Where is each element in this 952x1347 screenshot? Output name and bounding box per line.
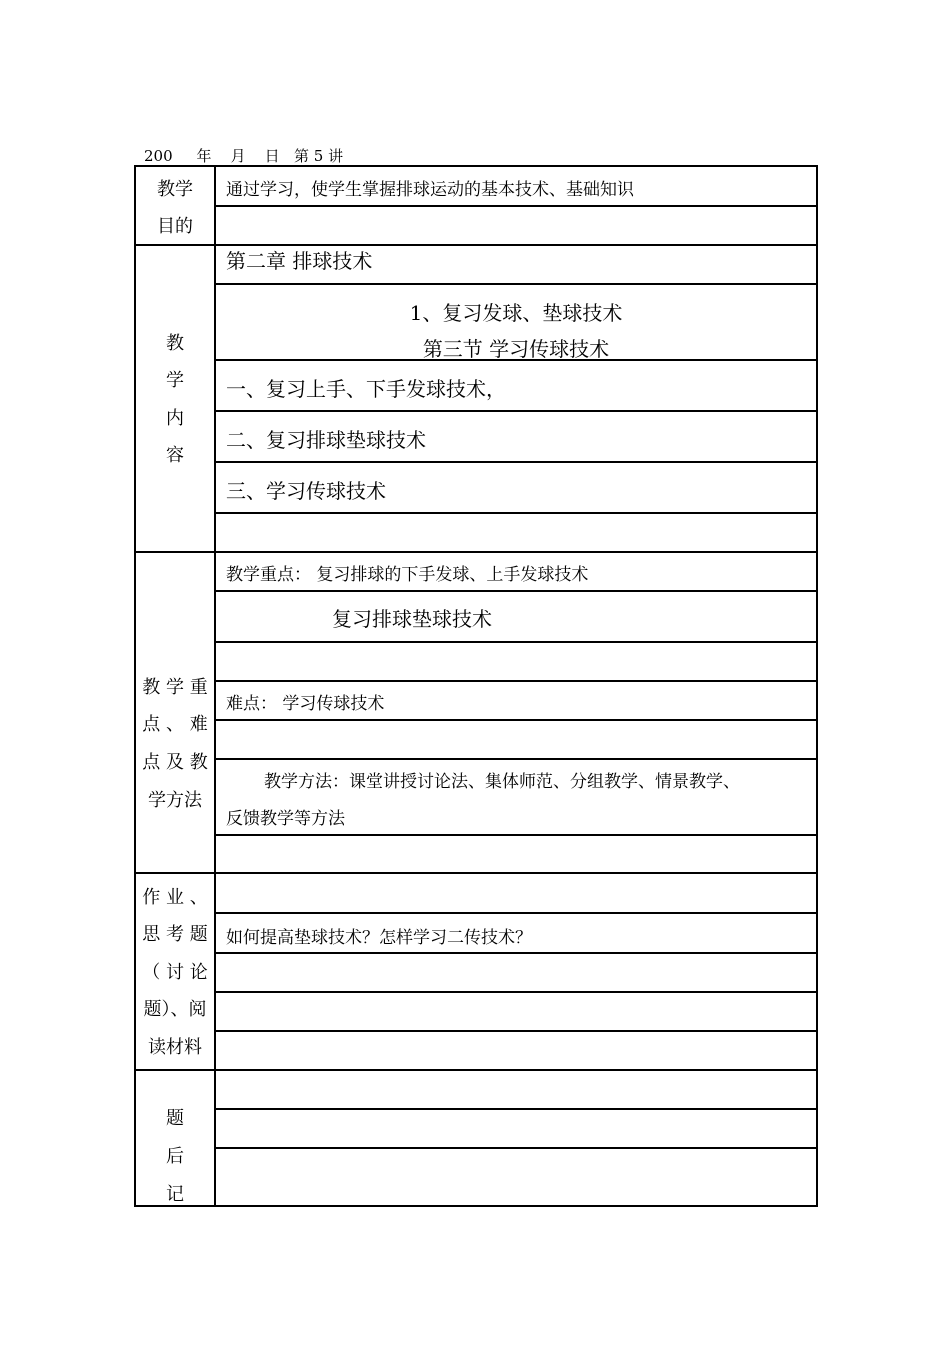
homework-label-line-1: 作 业 、: [142, 887, 208, 908]
row-divider: [216, 205, 816, 207]
content-label-line-2: 学: [166, 370, 184, 391]
row-divider: [216, 719, 816, 721]
focus-label-line-1: 教 学 重: [142, 677, 208, 698]
teaching-method-line-2: 反馈教学等方法: [226, 809, 345, 829]
row-divider: [216, 1030, 816, 1032]
row-divider: [216, 410, 816, 412]
focus-label-line-4: 学方法: [148, 790, 202, 811]
homework-label-line-4: 题）、阅: [143, 999, 207, 1020]
teaching-method-line-1: 教学方法：课堂讲授讨论法、集体师范、分组教学、情景教学、: [264, 772, 740, 792]
row-divider: [216, 834, 816, 836]
key-points-text: 教学重点： 复习排球的下手发球、上手发球技术: [226, 565, 589, 585]
day-unit: 日: [264, 147, 280, 165]
afterword-label-line-1: 题: [166, 1108, 184, 1129]
focus-label-line-3: 点 及 教: [142, 752, 208, 773]
section-divider: [136, 872, 816, 874]
row-divider: [216, 758, 816, 760]
purpose-label-line-1: 教学: [157, 179, 193, 200]
purpose-text: 通过学习，使学生掌握排球运动的基本技术、基础知识: [226, 180, 634, 200]
row-divider: [216, 680, 816, 682]
section-title: 第三节 学习传球技术: [422, 337, 610, 361]
row-divider: [216, 512, 816, 514]
label-column: [136, 167, 216, 1205]
homework-label-line-5: 读材料: [148, 1037, 202, 1058]
content-label-line-1: 教: [166, 333, 184, 354]
lecture-number: 第 5 讲: [294, 147, 344, 165]
year-unit: 年: [196, 147, 212, 165]
row-divider: [216, 952, 816, 954]
year-value: 200: [144, 147, 173, 165]
content-item-2: 二、复习排球垫球技术: [226, 428, 426, 452]
afterword-label-line-2: 后: [166, 1146, 184, 1167]
row-divider: [216, 461, 816, 463]
purpose-label-line-2: 目的: [157, 216, 193, 237]
focus-label-line-2: 点 、 难: [142, 714, 208, 735]
section-divider: [136, 1069, 816, 1071]
content-label-line-4: 容: [166, 445, 184, 466]
row-divider: [216, 1108, 816, 1110]
row-divider: [216, 590, 816, 592]
row-divider: [216, 641, 816, 643]
row-divider: [216, 912, 816, 914]
homework-label-line-3: （ 讨 论: [142, 962, 208, 983]
key-points-text-2: 复习排球垫球技术: [332, 607, 492, 631]
lesson-plan-table: [134, 165, 818, 1207]
review-title: 1、复习发球、垫球技术: [409, 301, 623, 325]
section-divider: [136, 551, 816, 553]
content-item-1: 一、复习上手、下手发球技术，: [226, 377, 506, 401]
month-unit: 月: [230, 147, 246, 165]
row-divider: [216, 1147, 816, 1149]
lesson-header: [144, 145, 343, 166]
afterword-label-line-3: 记: [166, 1184, 184, 1205]
homework-label-line-2: 思 考 题: [142, 924, 208, 945]
content-label-line-3: 内: [166, 408, 184, 429]
row-divider: [216, 991, 816, 993]
chapter-title: 第二章 排球技术: [226, 249, 373, 273]
difficulty-text: 难点： 学习传球技术: [226, 694, 385, 714]
homework-question: 如何提高垫球技术？怎样学习二传技术？: [226, 928, 532, 948]
row-divider: [216, 283, 816, 285]
content-item-3: 三、学习传球技术: [226, 479, 386, 503]
